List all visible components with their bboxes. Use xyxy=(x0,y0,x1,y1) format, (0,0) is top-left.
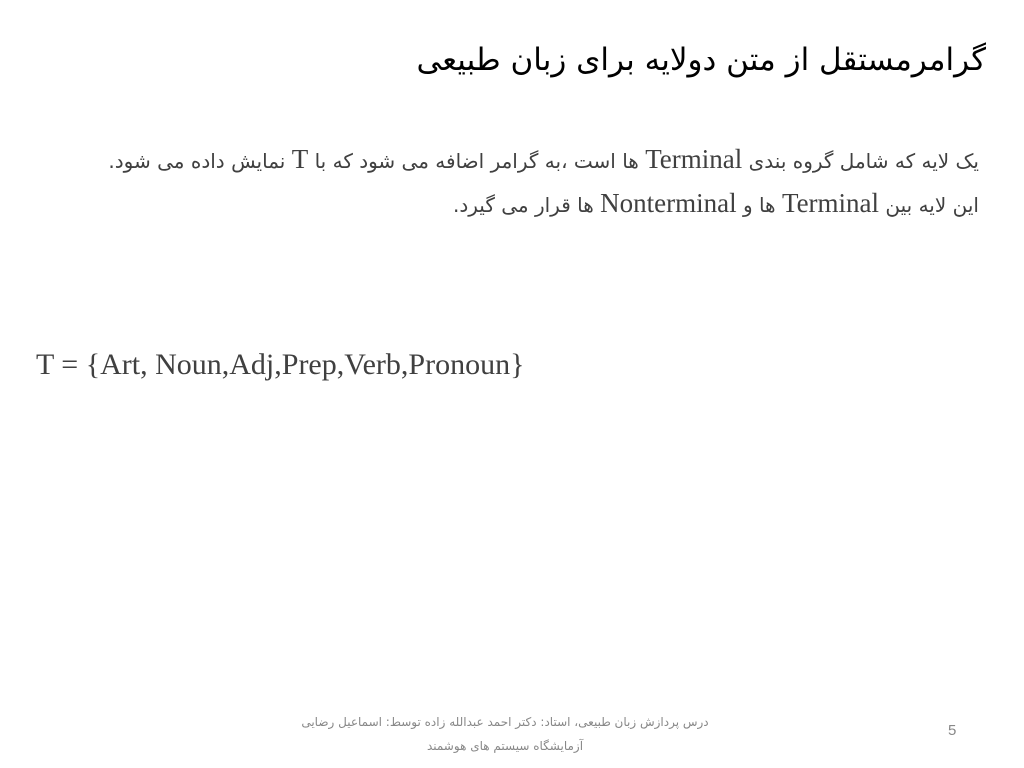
footer-line-2: آزمایشگاه سیستم های هوشمند xyxy=(426,739,584,753)
p1-terminal-term: Terminal xyxy=(645,144,743,174)
bullet-paragraph-2 xyxy=(49,184,979,224)
terminal-set-formula: T = {Art, Noun,Adj,Prep,Verb,Pronoun} xyxy=(36,348,525,381)
page-number: 5 xyxy=(948,722,957,739)
p1-text-c: نمایش داده می شود. xyxy=(108,149,292,173)
p1-t-symbol: T xyxy=(291,144,309,174)
p1-text-b: ها است ،به گرامر اضافه می شود که با xyxy=(308,149,646,173)
p2-nonterminal-term: Nonterminal xyxy=(600,188,737,218)
slide-body xyxy=(49,140,979,228)
footer-line-1: درس پردازش زبان طبیعی، استاد: دکتر احمد عبدالله زاده توسط: اسماعیل رضایی xyxy=(301,715,709,729)
p2-text-c: ها قرار می گیرد. xyxy=(453,193,601,217)
p2-text-a: این لایه بین xyxy=(879,193,979,217)
slide-title: گرامرمستقل از متن دولایه برای زبان طبیعی xyxy=(416,42,986,78)
p1-text-a: یک لایه که شامل گروه بندی xyxy=(742,149,979,173)
p2-terminal-term: Terminal xyxy=(781,188,880,218)
slide-footer xyxy=(270,710,740,758)
p2-text-b: ها و xyxy=(736,193,782,217)
bullet-paragraph-1 xyxy=(49,140,979,180)
